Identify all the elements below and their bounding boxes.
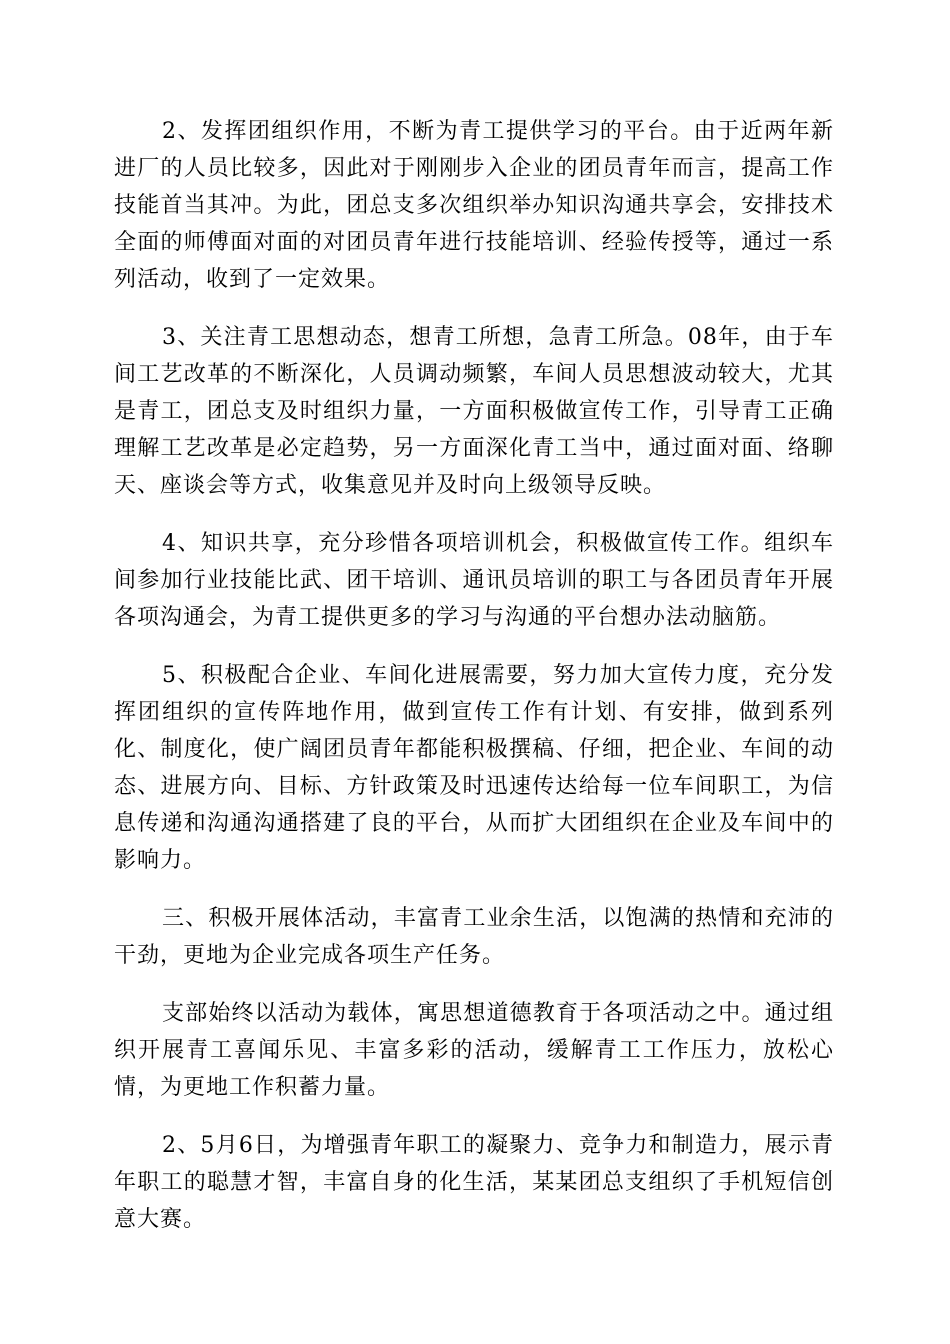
paragraph-5: 三、积极开展体活动，丰富青工业余生活，以饱满的热情和充沛的干劲，更地为企业完成各项生产任务。 — [114, 906, 834, 968]
paragraph-7: 2、5月6日，为增强青年职工的凝聚力、竞争力和制造力，展示青年职工的聪慧才智，丰富自身的化生活，某某团总支组织了手机短信创意大赛。 — [114, 1133, 834, 1232]
paragraph-6: 支部始终以活动为载体，寓思想道德教育于各项活动之中。通过组织开展青工喜闻乐见、丰富多彩的活动，缓解青工工作压力，放松心情，为更地工作积蓄力量。 — [114, 1001, 834, 1100]
paragraph-1: 2、发挥团组织作用，不断为青工提供学习的平台。由于近两年新进厂的人员比较多，因此对于刚刚步入企业的团员青年而言，提高工作技能首当其冲。为此，团总支多次组织举办知识沟通共享会，安排技术全面的师傅面对面的对团员青年进行技能培训、经验传授等，通过一系列活动，收到了一定效果。 — [114, 119, 834, 292]
document-body — [114, 113, 834, 1259]
paragraph-2: 3、关注青工思想动态，想青工所想，急青工所急。08年，由于车间工艺改革的不断深化，人员调动频繁，车间人员思想波动较大，尤其是青工，团总支及时组织力量，一方面积极做宣传工作，引导青工正确理解工艺改革是必定趋势，另一方面深化青工当中，通过面对面、络聊天、座谈会等方式，收集意见并及时向上级领导反映。 — [114, 325, 834, 498]
paragraph-4: 5、积极配合企业、车间化进展需要，努力加大宣传力度，充分发挥团组织的宣传阵地作用，做到宣传工作有计划、有安排，做到系列化、制度化，使广阔团员青年都能积极撰稿、仔细，把企业、车间的动态、进展方向、目标、方针政策及时迅速传达给每一位车间职工，为信息传递和沟通沟通搭建了良的平台，从而扩大团组织在企业及车间中的影响力。 — [114, 663, 834, 873]
paragraph-3: 4、知识共享，充分珍惜各项培训机会，积极做宣传工作。组织车间参加行业技能比武、团干培训、通讯员培训的职工与各团员青年开展各项沟通会，为青工提供更多的学习与沟通的平台想办法动脑筋。 — [114, 531, 834, 630]
